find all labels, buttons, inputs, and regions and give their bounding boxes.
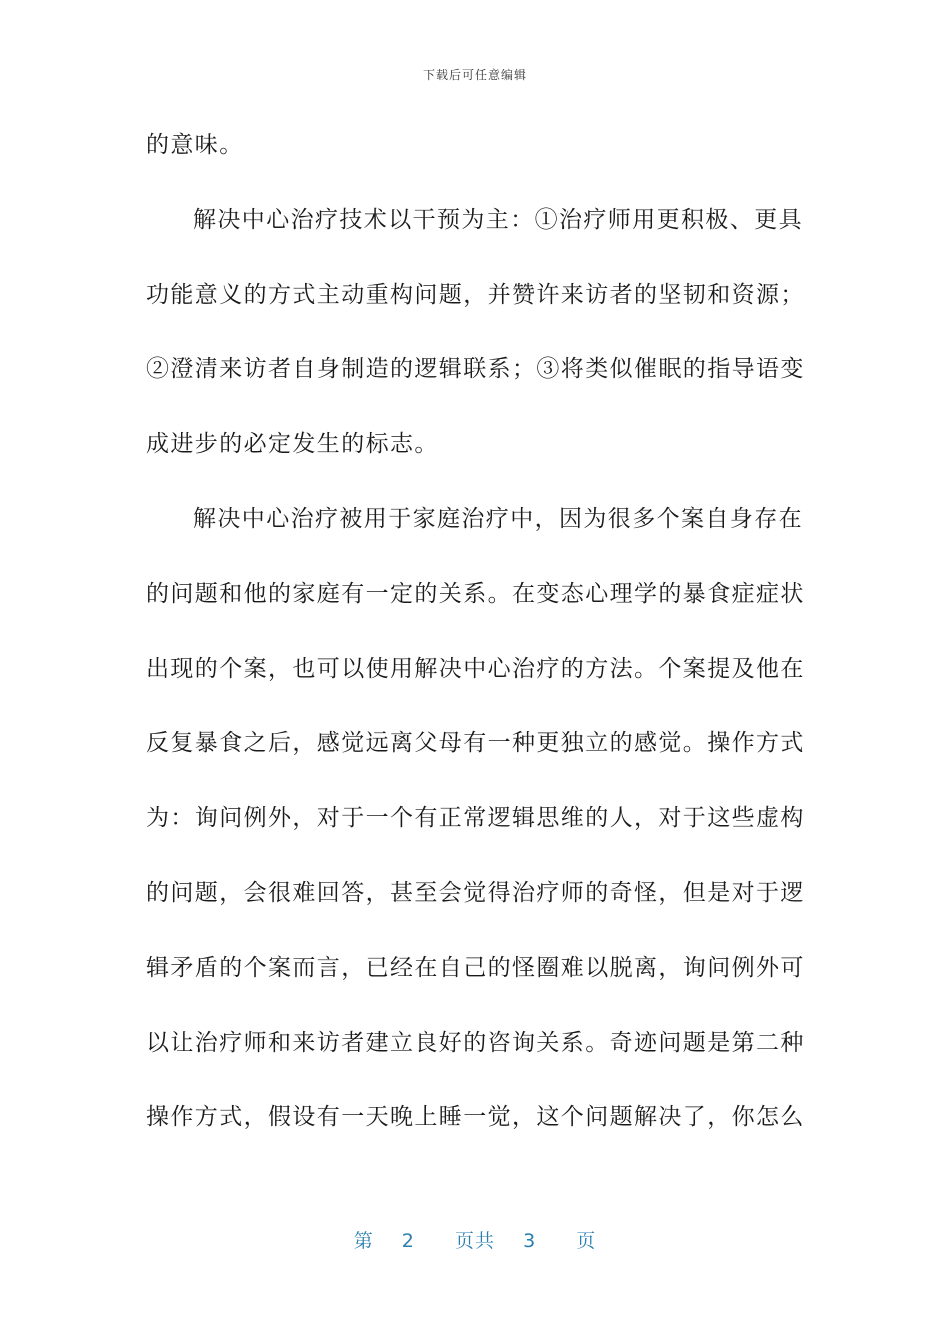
current-page-number: 2 [401,1230,415,1252]
text-line: 以让治疗师和来访者建立良好的咨询关系。奇迹问题是第二种 [146,1029,805,1056]
text-line: 解决中心治疗被用于家庭治疗中，因为很多个案自身存在 [193,505,803,532]
page-middle: 页共 [454,1230,495,1252]
total-pages-number: 3 [523,1230,537,1252]
text-line: 出现的个案，也可以使用解决中心治疗的方法。个案提及他在 [146,655,805,682]
text-line: 反复暴食之后，感觉远离父母有一种更独立的感觉。操作方式 [146,730,805,757]
text-line: 操作方式，假设有一天晚上睡一觉，这个问题解决了，你怎么 [146,1104,805,1131]
text-line: 功能意义的方式主动重构问题，并赞许来访者的坚韧和资源； [146,281,805,308]
text-line: 解决中心治疗技术以干预为主：①治疗师用更积极、更具 [193,206,803,233]
text-line: 辑矛盾的个案而言，已经在自己的怪圈难以脱离，询问例外可 [146,954,805,981]
text-line: 成进步的必定发生的标志。 [146,431,439,458]
document-body [146,120,805,1167]
text-line: ②澄清来访者自身制造的逻辑联系；③将类似催眠的指导语变 [146,356,805,383]
page-prefix: 第 [353,1230,374,1252]
page-number-footer [0,1226,950,1253]
header-note: 下载后可任意编辑 [422,68,527,82]
text-line: 为：询问例外，对于一个有正常逻辑思维的人，对于这些虚构 [146,805,805,832]
text-line: 的问题，会很难回答，甚至会觉得治疗师的奇怪，但是对于逻 [146,879,805,906]
page-suffix: 页 [576,1230,597,1252]
text-line: 的问题和他的家庭有一定的关系。在变态心理学的暴食症症状 [146,580,805,607]
text-line: 的意味。 [146,132,244,158]
